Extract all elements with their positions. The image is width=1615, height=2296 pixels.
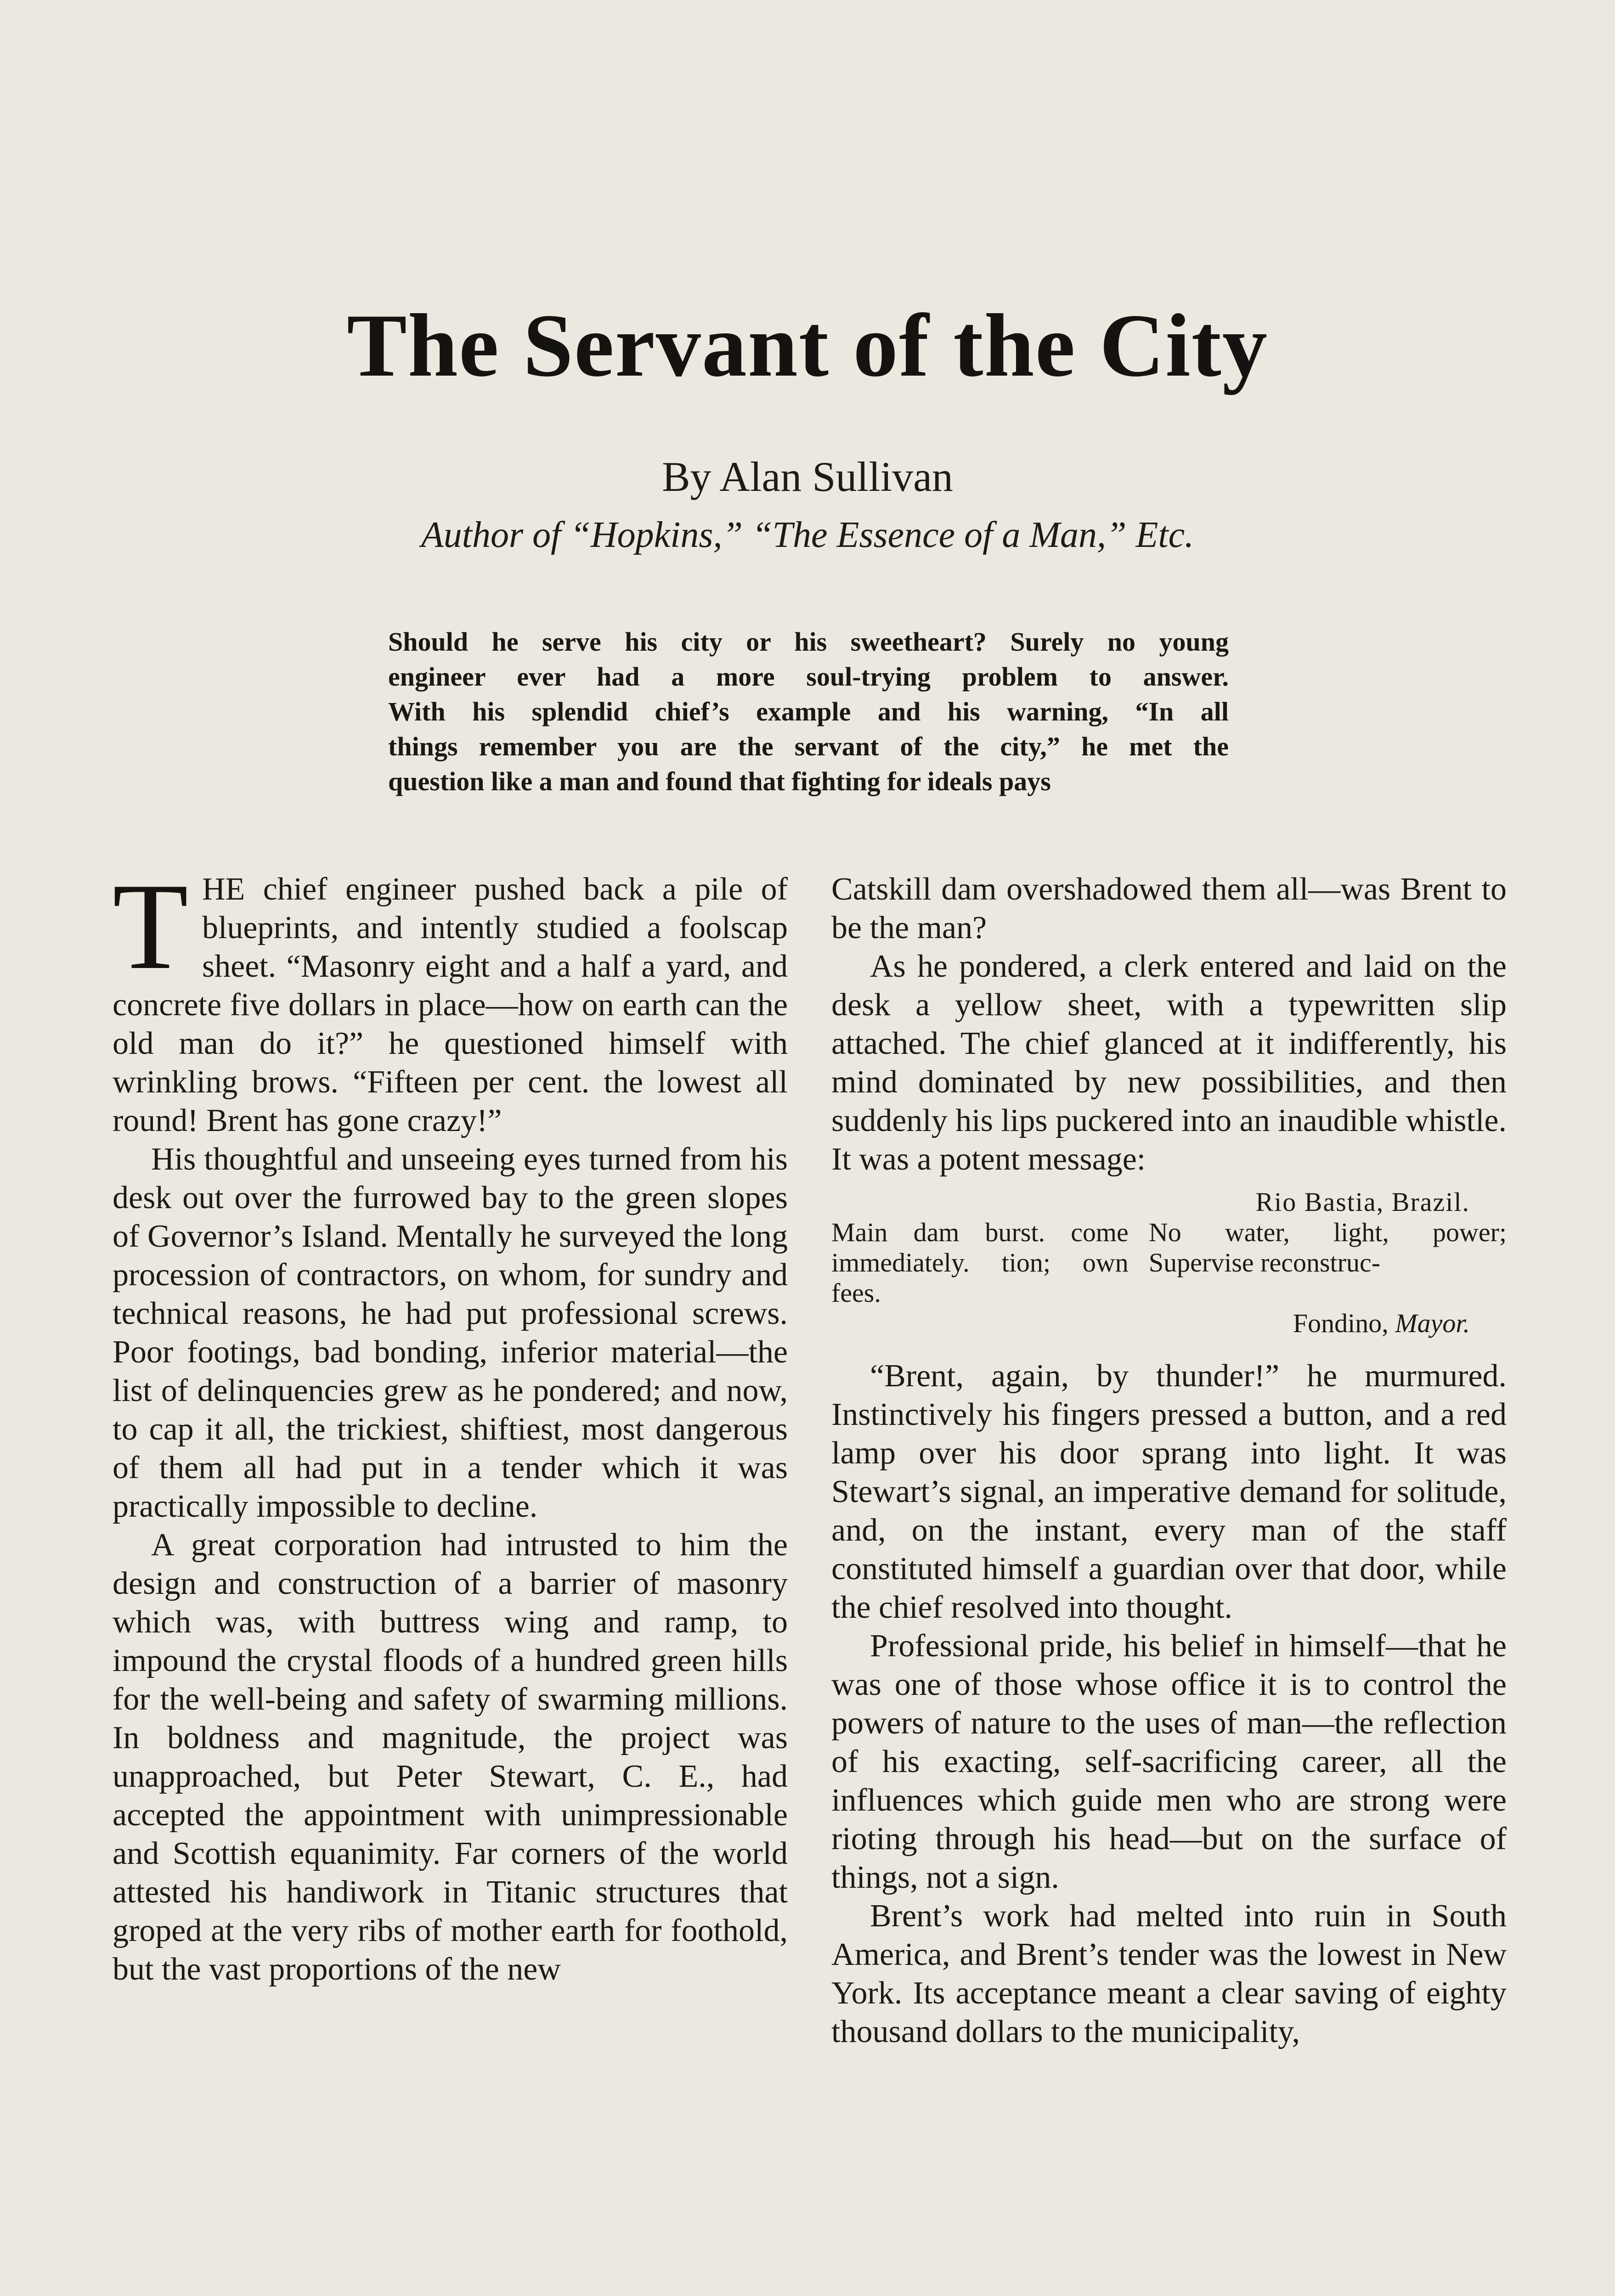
paragraph: Brent’s work had melted into ruin in South America, and Brent’s tender was the lowest in New York. Its acceptance meant a clear saving of eighty thousand dollars to the municipality,	[831, 1898, 1507, 2049]
article-blurb	[388, 625, 1229, 799]
paragraph	[113, 858, 788, 1140]
article-title: The Servant of the City	[347, 296, 1268, 395]
paragraph: Professional pride, his belief in himself—that he was one of those whose office it is to control the powers of nature to the uses of man—the reflection of his exacting, self-sacrificing career, all the influences which guide men who are strong were rioting through his head—but on the surface of things, not a sign.	[831, 1628, 1507, 1895]
telegram-right: No water, light, power; Supervise reconstruc-	[1148, 1217, 1507, 1277]
paragraph: As he pondered, a clerk entered and laid on the desk a yellow sheet, with a typewritten slip attached. The chief glanced at it indifferently, his mind dominated by new possibilities, and then suddenly his lips puckered into an inaudible whistle. It was a potent message:	[831, 949, 1507, 1177]
paragraph-text: HE chief engineer pushed back a pile of blueprints, and intently studied a foolscap sheet. “Masonry eight and a half a yard, and concrete five dollars in place—how on earth can the old man do it?” he questioned himself with wrinkling brows. “Fifteen per cent. the lowest all round! Brent has gone crazy!”	[113, 872, 788, 1138]
telegram-signer: Fondino,	[1293, 1308, 1389, 1338]
telegram-left: Main dam burst. come immediately. tion; own fees.	[831, 1217, 1129, 1308]
telegram-signature	[831, 1308, 1507, 1339]
paragraph: A great corporation had intrusted to him the design and construction of a barrier of masonry which was, with buttress wing and ramp, to impound the crystal floods of a hundred green hills for the well-being and safety of swarming millions. In boldness and magnitude, the project was unapproached, but Peter Stewart, C. E., had accepted the appointment with unimpressionable and Scottish equanimity. Far corners of the world attested his handiwork in Titanic structures that groped at the very ribs of mother earth for foothold, but the vast proportions of the new	[113, 1527, 788, 1987]
paragraph: “Brent, again, by thunder!” he murmured. Instinctively his fingers pressed a button, and a red lamp over his door sprang into light. It was Stewart’s signal, an imperative demand for solitude, and, on the instant, every man of the staff constituted himself a guardian over that door, while the chief resolved into thought.	[831, 1358, 1507, 1625]
telegram-signer-title: Mayor.	[1395, 1308, 1470, 1338]
blurb-line: engineer ever had a more soul-trying problem to answer.	[388, 662, 1229, 692]
blurb-line: question like a man and found that fighting for ideals pays	[388, 766, 1051, 796]
author-credits: Author of “Hopkins,” “The Essence of a Man,” Etc.	[421, 515, 1194, 555]
right-column	[831, 870, 1507, 2051]
blurb-line: things remember you are the servant of the city,” he met the	[388, 732, 1229, 761]
telegram-message	[831, 1187, 1507, 1339]
telegram-place: Rio Bastia, Brazil.	[1255, 1187, 1470, 1217]
drop-cap: T	[113, 858, 188, 995]
blurb-line: With his splendid chief’s example and his warning, “In all	[388, 697, 1229, 726]
left-column	[113, 858, 788, 1989]
paragraph: His thoughtful and unseeing eyes turned from his desk out over the furrowed bay to the green slopes of Governor’s Island. Mentally he surveyed the long procession of contractors, on whom, for sundry and technical reasons, he had put professional screws. Poor footings, bad bonding, inferior material—the list of delinquencies grew as he pondered; and now, to cap it all, the trickiest, shiftiest, most dangerous of them all had put in a tender which it was practically impossible to decline.	[113, 1142, 788, 1524]
telegram-body	[831, 1217, 1507, 1308]
author-byline: By Alan Sullivan	[662, 453, 953, 500]
paragraph: Catskill dam overshadowed them all—was Brent to be the man?	[831, 872, 1507, 945]
blurb-line: Should he serve his city or his sweetheart? Surely no young	[388, 627, 1229, 657]
